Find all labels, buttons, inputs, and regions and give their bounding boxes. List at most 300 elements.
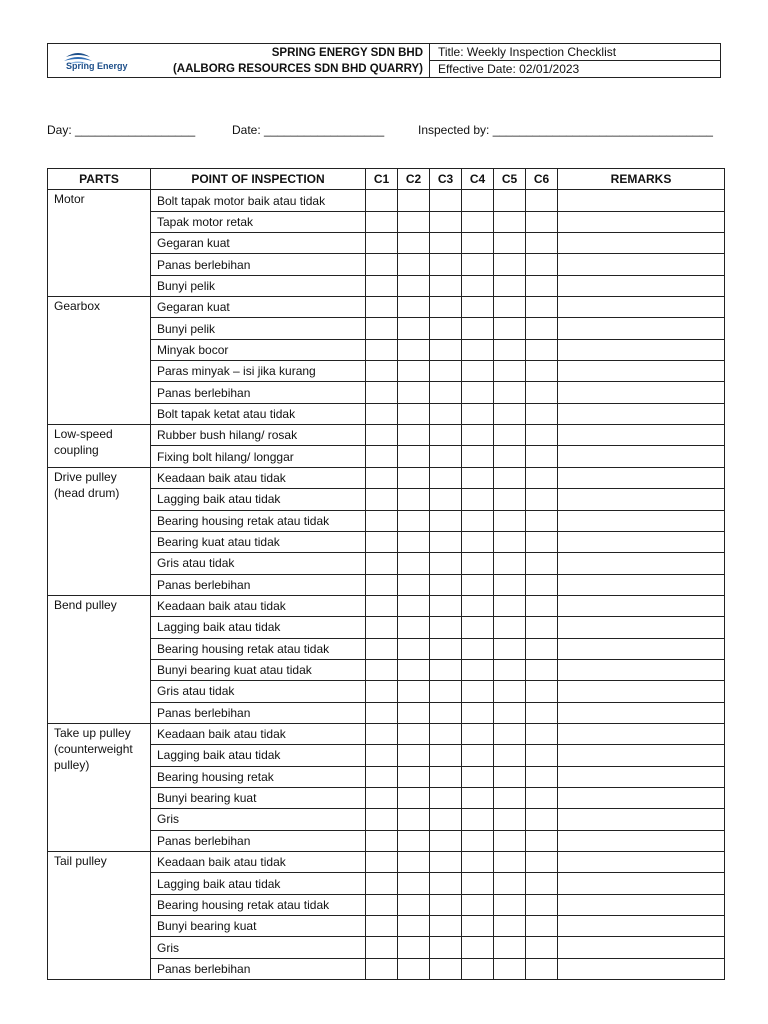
- check-cell-c2[interactable]: [398, 702, 430, 723]
- check-cell-c1[interactable]: [366, 275, 398, 296]
- check-cell-c3[interactable]: [430, 809, 462, 830]
- check-cell-c5[interactable]: [494, 723, 526, 744]
- check-cell-c5[interactable]: [494, 553, 526, 574]
- column-header: C2: [398, 169, 430, 190]
- check-cell-c1[interactable]: [366, 531, 398, 552]
- check-cell-c6[interactable]: [526, 531, 558, 552]
- check-cell-c2[interactable]: [398, 553, 430, 574]
- check-cell-c2[interactable]: [398, 916, 430, 937]
- check-cell-c4[interactable]: [462, 702, 494, 723]
- check-cell-c5[interactable]: [494, 318, 526, 339]
- check-cell-c6[interactable]: [526, 830, 558, 851]
- check-cell-c3[interactable]: [430, 894, 462, 915]
- check-cell-c2[interactable]: [398, 467, 430, 488]
- remarks-cell[interactable]: [558, 638, 725, 659]
- check-cell-c3[interactable]: [430, 617, 462, 638]
- check-cell-c6[interactable]: [526, 467, 558, 488]
- check-cell-c3[interactable]: [430, 190, 462, 211]
- check-cell-c5[interactable]: [494, 787, 526, 808]
- check-cell-c1[interactable]: [366, 233, 398, 254]
- check-cell-c1[interactable]: [366, 830, 398, 851]
- check-cell-c5[interactable]: [494, 446, 526, 467]
- remarks-cell[interactable]: [558, 809, 725, 830]
- check-cell-c6[interactable]: [526, 937, 558, 958]
- check-cell-c4[interactable]: [462, 809, 494, 830]
- check-cell-c5[interactable]: [494, 958, 526, 979]
- check-cell-c3[interactable]: [430, 766, 462, 787]
- check-cell-c5[interactable]: [494, 254, 526, 275]
- column-header: C3: [430, 169, 462, 190]
- inspection-point-cell: Bearing housing retak atau tidak: [151, 510, 366, 531]
- check-cell-c3[interactable]: [430, 830, 462, 851]
- check-cell-c2[interactable]: [398, 190, 430, 211]
- remarks-cell[interactable]: [558, 766, 725, 787]
- check-cell-c5[interactable]: [494, 403, 526, 424]
- check-cell-c4[interactable]: [462, 852, 494, 873]
- check-cell-c6[interactable]: [526, 190, 558, 211]
- check-cell-c6[interactable]: [526, 275, 558, 296]
- column-header: C4: [462, 169, 494, 190]
- check-cell-c1[interactable]: [366, 489, 398, 510]
- check-cell-c6[interactable]: [526, 681, 558, 702]
- check-cell-c1[interactable]: [366, 467, 398, 488]
- remarks-cell[interactable]: [558, 233, 725, 254]
- table-row: [48, 467, 725, 488]
- check-cell-c3[interactable]: [430, 702, 462, 723]
- inspection-point-cell: Gegaran kuat: [151, 297, 366, 318]
- check-cell-c3[interactable]: [430, 339, 462, 360]
- check-cell-c3[interactable]: [430, 681, 462, 702]
- check-cell-c2[interactable]: [398, 339, 430, 360]
- check-cell-c2[interactable]: [398, 297, 430, 318]
- column-header: C6: [526, 169, 558, 190]
- remarks-cell[interactable]: [558, 510, 725, 531]
- check-cell-c5[interactable]: [494, 766, 526, 787]
- check-cell-c6[interactable]: [526, 574, 558, 595]
- check-cell-c5[interactable]: [494, 382, 526, 403]
- check-cell-c6[interactable]: [526, 702, 558, 723]
- check-cell-c1[interactable]: [366, 766, 398, 787]
- check-cell-c2[interactable]: [398, 787, 430, 808]
- check-cell-c1[interactable]: [366, 446, 398, 467]
- check-cell-c1[interactable]: [366, 339, 398, 360]
- check-cell-c4[interactable]: [462, 787, 494, 808]
- remarks-cell[interactable]: [558, 361, 725, 382]
- check-cell-c6[interactable]: [526, 787, 558, 808]
- remarks-cell[interactable]: [558, 211, 725, 232]
- check-cell-c6[interactable]: [526, 745, 558, 766]
- check-cell-c5[interactable]: [494, 531, 526, 552]
- check-cell-c6[interactable]: [526, 723, 558, 744]
- remarks-cell[interactable]: [558, 787, 725, 808]
- check-cell-c2[interactable]: [398, 233, 430, 254]
- check-cell-c4[interactable]: [462, 297, 494, 318]
- check-cell-c1[interactable]: [366, 958, 398, 979]
- table-row: [48, 425, 725, 446]
- check-cell-c4[interactable]: [462, 830, 494, 851]
- check-cell-c6[interactable]: [526, 873, 558, 894]
- inspection-point-cell: Bolt tapak ketat atau tidak: [151, 403, 366, 424]
- company-name: SPRING ENERGY SDN BHD (AALBORG RESOURCES SDN BHD QUARRY): [172, 47, 423, 75]
- check-cell-c1[interactable]: [366, 595, 398, 616]
- check-cell-c4[interactable]: [462, 681, 494, 702]
- check-cell-c1[interactable]: [366, 681, 398, 702]
- check-cell-c5[interactable]: [494, 467, 526, 488]
- check-cell-c6[interactable]: [526, 446, 558, 467]
- remarks-cell[interactable]: [558, 958, 725, 979]
- check-cell-c5[interactable]: [494, 361, 526, 382]
- day-field[interactable]: Day: __________________: [47, 123, 196, 137]
- check-cell-c5[interactable]: [494, 211, 526, 232]
- check-cell-c3[interactable]: [430, 638, 462, 659]
- check-cell-c4[interactable]: [462, 916, 494, 937]
- remarks-cell[interactable]: [558, 531, 725, 552]
- check-cell-c4[interactable]: [462, 403, 494, 424]
- check-cell-c3[interactable]: [430, 510, 462, 531]
- check-cell-c6[interactable]: [526, 659, 558, 680]
- check-cell-c4[interactable]: [462, 233, 494, 254]
- table-row: [48, 723, 725, 744]
- check-cell-c2[interactable]: [398, 809, 430, 830]
- check-cell-c5[interactable]: [494, 339, 526, 360]
- check-cell-c4[interactable]: [462, 723, 494, 744]
- check-cell-c5[interactable]: [494, 809, 526, 830]
- check-cell-c6[interactable]: [526, 425, 558, 446]
- remarks-cell[interactable]: [558, 446, 725, 467]
- check-cell-c2[interactable]: [398, 211, 430, 232]
- check-cell-c6[interactable]: [526, 382, 558, 403]
- check-cell-c1[interactable]: [366, 574, 398, 595]
- check-cell-c6[interactable]: [526, 595, 558, 616]
- check-cell-c2[interactable]: [398, 382, 430, 403]
- check-cell-c1[interactable]: [366, 403, 398, 424]
- check-cell-c3[interactable]: [430, 745, 462, 766]
- check-cell-c1[interactable]: [366, 254, 398, 275]
- check-cell-c6[interactable]: [526, 318, 558, 339]
- check-cell-c3[interactable]: [430, 233, 462, 254]
- check-cell-c2[interactable]: [398, 638, 430, 659]
- remarks-cell[interactable]: [558, 275, 725, 296]
- check-cell-c4[interactable]: [462, 489, 494, 510]
- check-cell-c3[interactable]: [430, 659, 462, 680]
- check-cell-c2[interactable]: [398, 745, 430, 766]
- check-cell-c5[interactable]: [494, 595, 526, 616]
- remarks-cell[interactable]: [558, 937, 725, 958]
- check-cell-c3[interactable]: [430, 382, 462, 403]
- remarks-cell[interactable]: [558, 702, 725, 723]
- check-cell-c2[interactable]: [398, 723, 430, 744]
- check-cell-c2[interactable]: [398, 510, 430, 531]
- inspected-by-field[interactable]: Inspected by: _________________________________: [418, 123, 713, 137]
- check-cell-c6[interactable]: [526, 211, 558, 232]
- check-cell-c3[interactable]: [430, 446, 462, 467]
- check-cell-c4[interactable]: [462, 574, 494, 595]
- check-cell-c5[interactable]: [494, 916, 526, 937]
- check-cell-c2[interactable]: [398, 681, 430, 702]
- check-cell-c1[interactable]: [366, 873, 398, 894]
- part-cell: Motor: [48, 190, 151, 297]
- check-cell-c2[interactable]: [398, 446, 430, 467]
- check-cell-c5[interactable]: [494, 852, 526, 873]
- check-cell-c4[interactable]: [462, 211, 494, 232]
- check-cell-c1[interactable]: [366, 702, 398, 723]
- check-cell-c4[interactable]: [462, 254, 494, 275]
- check-cell-c3[interactable]: [430, 211, 462, 232]
- check-cell-c4[interactable]: [462, 873, 494, 894]
- check-cell-c6[interactable]: [526, 894, 558, 915]
- company-block: [48, 44, 430, 77]
- inspection-point-cell: Bunyi pelik: [151, 275, 366, 296]
- check-cell-c4[interactable]: [462, 510, 494, 531]
- remarks-cell[interactable]: [558, 318, 725, 339]
- inspection-point-cell: Keadaan baik atau tidak: [151, 723, 366, 744]
- check-cell-c1[interactable]: [366, 894, 398, 915]
- check-cell-c5[interactable]: [494, 681, 526, 702]
- check-cell-c6[interactable]: [526, 916, 558, 937]
- check-cell-c3[interactable]: [430, 595, 462, 616]
- check-cell-c5[interactable]: [494, 638, 526, 659]
- check-cell-c1[interactable]: [366, 425, 398, 446]
- check-cell-c1[interactable]: [366, 916, 398, 937]
- check-cell-c2[interactable]: [398, 403, 430, 424]
- check-cell-c2[interactable]: [398, 958, 430, 979]
- check-cell-c2[interactable]: [398, 617, 430, 638]
- part-cell: Bend pulley: [48, 595, 151, 723]
- check-cell-c5[interactable]: [494, 659, 526, 680]
- check-cell-c4[interactable]: [462, 638, 494, 659]
- document-meta: [430, 44, 720, 77]
- remarks-cell[interactable]: [558, 659, 725, 680]
- inspection-point-cell: Bunyi bearing kuat: [151, 916, 366, 937]
- logo-text: Spring Energy: [66, 61, 128, 71]
- check-cell-c4[interactable]: [462, 361, 494, 382]
- check-cell-c1[interactable]: [366, 809, 398, 830]
- check-cell-c5[interactable]: [494, 937, 526, 958]
- check-cell-c6[interactable]: [526, 489, 558, 510]
- remarks-cell[interactable]: [558, 723, 725, 744]
- check-cell-c3[interactable]: [430, 787, 462, 808]
- document-title: Title: Weekly Inspection Checklist: [430, 44, 720, 61]
- check-cell-c6[interactable]: [526, 339, 558, 360]
- inspection-point-cell: Bearing housing retak: [151, 766, 366, 787]
- check-cell-c2[interactable]: [398, 275, 430, 296]
- check-cell-c5[interactable]: [494, 617, 526, 638]
- inspection-point-cell: Lagging baik atau tidak: [151, 489, 366, 510]
- remarks-cell[interactable]: [558, 425, 725, 446]
- check-cell-c5[interactable]: [494, 190, 526, 211]
- check-cell-c1[interactable]: [366, 297, 398, 318]
- check-cell-c6[interactable]: [526, 254, 558, 275]
- inspection-point-cell: Fixing bolt hilang/ longgar: [151, 446, 366, 467]
- remarks-cell[interactable]: [558, 254, 725, 275]
- check-cell-c3[interactable]: [430, 574, 462, 595]
- inspection-point-cell: Bearing housing retak atau tidak: [151, 894, 366, 915]
- remarks-cell[interactable]: [558, 595, 725, 616]
- remarks-cell[interactable]: [558, 339, 725, 360]
- inspection-point-cell: Rubber bush hilang/ rosak: [151, 425, 366, 446]
- check-cell-c5[interactable]: [494, 510, 526, 531]
- check-cell-c1[interactable]: [366, 211, 398, 232]
- remarks-cell[interactable]: [558, 190, 725, 211]
- remarks-cell[interactable]: [558, 681, 725, 702]
- remarks-cell[interactable]: [558, 873, 725, 894]
- check-cell-c3[interactable]: [430, 254, 462, 275]
- check-cell-c4[interactable]: [462, 958, 494, 979]
- check-cell-c4[interactable]: [462, 275, 494, 296]
- check-cell-c3[interactable]: [430, 467, 462, 488]
- check-cell-c4[interactable]: [462, 467, 494, 488]
- check-cell-c3[interactable]: [430, 873, 462, 894]
- check-cell-c6[interactable]: [526, 809, 558, 830]
- check-cell-c2[interactable]: [398, 489, 430, 510]
- check-cell-c5[interactable]: [494, 275, 526, 296]
- check-cell-c6[interactable]: [526, 297, 558, 318]
- check-cell-c1[interactable]: [366, 361, 398, 382]
- inspection-point-cell: Gris atau tidak: [151, 681, 366, 702]
- check-cell-c5[interactable]: [494, 830, 526, 851]
- check-cell-c5[interactable]: [494, 894, 526, 915]
- check-cell-c4[interactable]: [462, 553, 494, 574]
- check-cell-c4[interactable]: [462, 382, 494, 403]
- remarks-cell[interactable]: [558, 574, 725, 595]
- check-cell-c2[interactable]: [398, 852, 430, 873]
- check-cell-c2[interactable]: [398, 766, 430, 787]
- check-cell-c6[interactable]: [526, 766, 558, 787]
- check-cell-c1[interactable]: [366, 787, 398, 808]
- check-cell-c2[interactable]: [398, 830, 430, 851]
- remarks-cell[interactable]: [558, 403, 725, 424]
- check-cell-c3[interactable]: [430, 297, 462, 318]
- part-cell: Tail pulley: [48, 852, 151, 980]
- check-cell-c1[interactable]: [366, 510, 398, 531]
- check-cell-c2[interactable]: [398, 425, 430, 446]
- check-cell-c6[interactable]: [526, 617, 558, 638]
- check-cell-c2[interactable]: [398, 894, 430, 915]
- date-field[interactable]: Date: __________________: [232, 123, 385, 137]
- check-cell-c2[interactable]: [398, 574, 430, 595]
- check-cell-c1[interactable]: [366, 638, 398, 659]
- remarks-cell[interactable]: [558, 617, 725, 638]
- check-cell-c6[interactable]: [526, 852, 558, 873]
- check-cell-c1[interactable]: [366, 745, 398, 766]
- remarks-cell[interactable]: [558, 852, 725, 873]
- check-cell-c4[interactable]: [462, 745, 494, 766]
- remarks-cell[interactable]: [558, 553, 725, 574]
- check-cell-c6[interactable]: [526, 958, 558, 979]
- check-cell-c4[interactable]: [462, 937, 494, 958]
- check-cell-c3[interactable]: [430, 958, 462, 979]
- check-cell-c4[interactable]: [462, 894, 494, 915]
- check-cell-c2[interactable]: [398, 531, 430, 552]
- remarks-cell[interactable]: [558, 489, 725, 510]
- remarks-cell[interactable]: [558, 745, 725, 766]
- check-cell-c1[interactable]: [366, 852, 398, 873]
- check-cell-c3[interactable]: [430, 425, 462, 446]
- check-cell-c5[interactable]: [494, 425, 526, 446]
- check-cell-c4[interactable]: [462, 318, 494, 339]
- check-cell-c3[interactable]: [430, 531, 462, 552]
- check-cell-c4[interactable]: [462, 531, 494, 552]
- inspection-point-cell: Panas berlebihan: [151, 830, 366, 851]
- check-cell-c6[interactable]: [526, 553, 558, 574]
- check-cell-c3[interactable]: [430, 852, 462, 873]
- check-cell-c5[interactable]: [494, 702, 526, 723]
- inspection-point-cell: Lagging baik atau tidak: [151, 617, 366, 638]
- check-cell-c3[interactable]: [430, 553, 462, 574]
- check-cell-c4[interactable]: [462, 425, 494, 446]
- part-cell: Gearbox: [48, 297, 151, 425]
- check-cell-c4[interactable]: [462, 766, 494, 787]
- part-cell: Drive pulley (head drum): [48, 467, 151, 595]
- check-cell-c4[interactable]: [462, 339, 494, 360]
- check-cell-c2[interactable]: [398, 318, 430, 339]
- check-cell-c2[interactable]: [398, 659, 430, 680]
- remarks-cell[interactable]: [558, 382, 725, 403]
- check-cell-c2[interactable]: [398, 361, 430, 382]
- inspection-point-cell: Minyak bocor: [151, 339, 366, 360]
- check-cell-c5[interactable]: [494, 489, 526, 510]
- check-cell-c3[interactable]: [430, 937, 462, 958]
- check-cell-c3[interactable]: [430, 361, 462, 382]
- check-cell-c1[interactable]: [366, 659, 398, 680]
- check-cell-c5[interactable]: [494, 745, 526, 766]
- check-cell-c1[interactable]: [366, 318, 398, 339]
- check-cell-c6[interactable]: [526, 638, 558, 659]
- check-cell-c3[interactable]: [430, 318, 462, 339]
- check-cell-c3[interactable]: [430, 489, 462, 510]
- check-cell-c4[interactable]: [462, 617, 494, 638]
- remarks-cell[interactable]: [558, 894, 725, 915]
- check-cell-c1[interactable]: [366, 723, 398, 744]
- check-cell-c1[interactable]: [366, 617, 398, 638]
- check-cell-c2[interactable]: [398, 595, 430, 616]
- inspection-point-cell: Panas berlebihan: [151, 574, 366, 595]
- table-row: [48, 595, 725, 616]
- check-cell-c3[interactable]: [430, 723, 462, 744]
- check-cell-c5[interactable]: [494, 873, 526, 894]
- check-cell-c6[interactable]: [526, 233, 558, 254]
- check-cell-c4[interactable]: [462, 190, 494, 211]
- check-cell-c2[interactable]: [398, 873, 430, 894]
- remarks-cell[interactable]: [558, 830, 725, 851]
- column-header: POINT OF INSPECTION: [151, 169, 366, 190]
- check-cell-c4[interactable]: [462, 595, 494, 616]
- check-cell-c3[interactable]: [430, 916, 462, 937]
- check-cell-c1[interactable]: [366, 382, 398, 403]
- check-cell-c3[interactable]: [430, 275, 462, 296]
- inspection-point-cell: Bunyi bearing kuat atau tidak: [151, 659, 366, 680]
- check-cell-c1[interactable]: [366, 553, 398, 574]
- check-cell-c5[interactable]: [494, 233, 526, 254]
- check-cell-c4[interactable]: [462, 446, 494, 467]
- remarks-cell[interactable]: [558, 916, 725, 937]
- check-cell-c4[interactable]: [462, 659, 494, 680]
- check-cell-c6[interactable]: [526, 403, 558, 424]
- inspection-point-cell: Panas berlebihan: [151, 702, 366, 723]
- check-cell-c6[interactable]: [526, 510, 558, 531]
- check-cell-c2[interactable]: [398, 254, 430, 275]
- check-cell-c2[interactable]: [398, 937, 430, 958]
- check-cell-c5[interactable]: [494, 297, 526, 318]
- inspection-table: [47, 168, 725, 980]
- check-cell-c6[interactable]: [526, 361, 558, 382]
- remarks-cell[interactable]: [558, 297, 725, 318]
- check-cell-c5[interactable]: [494, 574, 526, 595]
- check-cell-c1[interactable]: [366, 190, 398, 211]
- remarks-cell[interactable]: [558, 467, 725, 488]
- check-cell-c1[interactable]: [366, 937, 398, 958]
- check-cell-c3[interactable]: [430, 403, 462, 424]
